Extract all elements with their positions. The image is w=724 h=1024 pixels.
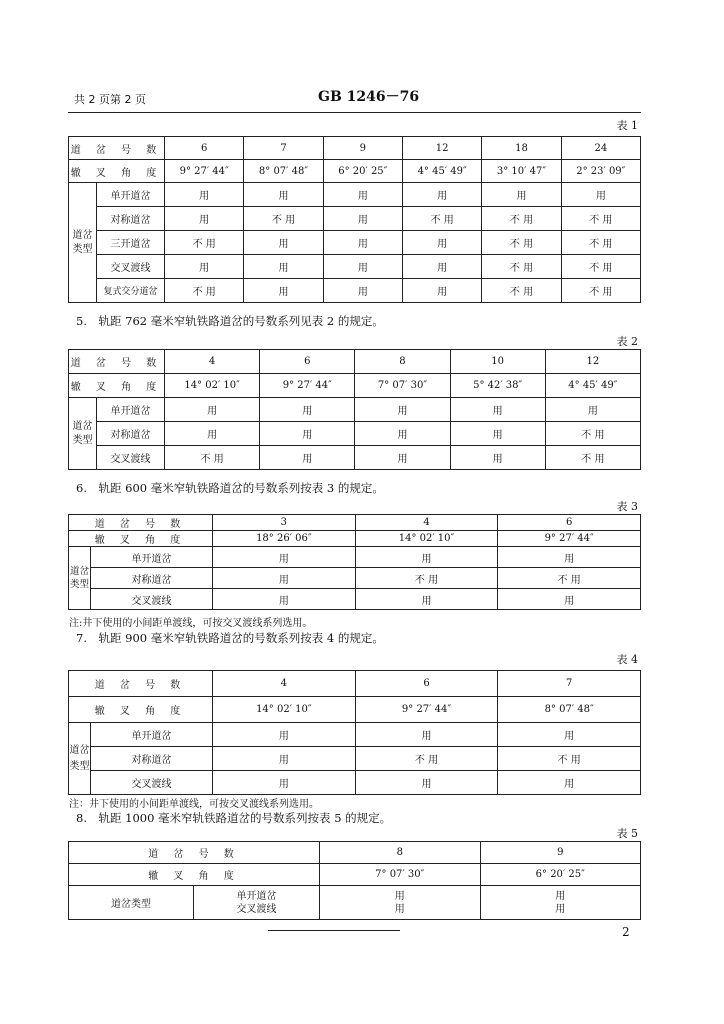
table2-cell: 不 用 — [545, 446, 640, 470]
table2-cell: 用 — [260, 422, 355, 446]
table2-number-label: 道 岔 号 数 — [69, 350, 165, 374]
page-number: 2 — [622, 925, 630, 939]
table3-angle: 14° 02′ 10″ — [355, 531, 498, 547]
table5-number: 8 — [320, 842, 480, 864]
table3-note: 注:井下使用的小间距单渡线，可按交叉渡线系列选用。 — [69, 618, 313, 629]
table5-angle: 6° 20′ 25″ — [480, 864, 641, 886]
table2-label: 表 2 — [616, 335, 638, 348]
table1-cell: 不 用 — [482, 279, 561, 303]
table1-type: 三开道岔 — [97, 231, 165, 255]
table1-angle: 2° 23′ 09″ — [561, 160, 640, 183]
table4-cell: 用 — [213, 723, 356, 747]
table2-cell: 用 — [165, 398, 260, 422]
table2-number: 12 — [545, 350, 640, 374]
table1-cell: 不 用 — [561, 279, 640, 303]
table1-number-label: 道 岔 号 数 — [69, 137, 165, 160]
table2-cell: 用 — [450, 398, 545, 422]
table1-cell: 用 — [244, 279, 323, 303]
table4-category-label: 道岔类型 — [69, 723, 91, 795]
table4-angle: 14° 02′ 10″ — [213, 697, 356, 723]
table2-number: 6 — [260, 350, 355, 374]
table5-type: 交叉渡线 — [236, 903, 277, 915]
paragraph-6: 6. 轨距 600 毫米窄轨铁路道岔的号数系列按表 3 的规定。 — [76, 481, 384, 495]
table1-cell: 不 用 — [482, 231, 561, 255]
table1-cell: 用 — [244, 183, 323, 207]
table4-number: 6 — [355, 671, 498, 697]
table1-cell: 用 — [165, 255, 244, 279]
table1-number: 9 — [323, 137, 402, 160]
table3-angle: 9° 27′ 44″ — [498, 531, 641, 547]
table1-angle: 4° 45′ 49″ — [403, 160, 482, 183]
table2-cell: 用 — [260, 446, 355, 470]
table4-cell: 不 用 — [498, 747, 641, 771]
table1-number: 18 — [482, 137, 561, 160]
table3-label: 表 3 — [616, 500, 638, 513]
table1-cell: 用 — [165, 207, 244, 231]
table1-cell: 用 — [403, 231, 482, 255]
table1-cell: 用 — [323, 255, 402, 279]
table2-cell: 用 — [450, 422, 545, 446]
table4-cell: 用 — [498, 771, 641, 795]
table3-cell: 用 — [355, 589, 498, 610]
table4-type: 单开道岔 — [91, 723, 213, 747]
table1-cell: 用 — [403, 279, 482, 303]
table3-cell: 用 — [213, 568, 356, 589]
table4-cell: 不 用 — [355, 747, 498, 771]
table3-type: 交叉渡线 — [91, 589, 213, 610]
table2 — [68, 349, 641, 470]
table2-category-label: 道岔类型 — [69, 398, 97, 470]
table1-cell: 用 — [323, 183, 402, 207]
table1-cell: 用 — [323, 207, 402, 231]
table4-cell: 用 — [213, 771, 356, 795]
table1-cell: 不 用 — [561, 255, 640, 279]
table1-angle: 3° 10′ 47″ — [482, 160, 561, 183]
table3-type: 对称道岔 — [91, 568, 213, 589]
table4-cell: 用 — [355, 771, 498, 795]
table1-cell: 不 用 — [165, 279, 244, 303]
table3-cell: 用 — [498, 547, 641, 568]
table1-cell: 用 — [323, 279, 402, 303]
table4 — [68, 670, 641, 795]
table1-number: 12 — [403, 137, 482, 160]
table5-type: 单开道岔 — [236, 890, 277, 902]
table2-type: 对称道岔 — [97, 422, 165, 446]
table2-angle: 5° 42′ 38″ — [450, 374, 545, 398]
table2-number: 8 — [355, 350, 450, 374]
table1-angle-label: 辙 叉 角 度 — [69, 160, 165, 183]
table1-cell: 不 用 — [403, 207, 482, 231]
table2-cell: 用 — [165, 422, 260, 446]
table2-angle: 7° 07′ 30″ — [355, 374, 450, 398]
table4-note: 注：井下使用的小间距单渡线，可按交叉渡线系列选用。 — [69, 799, 319, 810]
table4-cell: 用 — [213, 747, 356, 771]
table4-angle: 9° 27′ 44″ — [355, 697, 498, 723]
table2-angle: 4° 45′ 49″ — [545, 374, 640, 398]
table4-number: 4 — [213, 671, 356, 697]
table4-cell: 用 — [355, 723, 498, 747]
table1-angle: 9° 27′ 44″ — [165, 160, 244, 183]
table1-type: 单开道岔 — [97, 183, 165, 207]
table5-cell: 用 — [555, 903, 566, 915]
table4-label: 表 4 — [616, 653, 638, 666]
table2-cell: 用 — [355, 398, 450, 422]
page-count: 共 2 页第 2 页 — [74, 93, 146, 106]
table5-category-label: 道岔类型 — [69, 886, 194, 920]
table5-cell: 用 — [394, 903, 405, 915]
table1-cell: 不 用 — [482, 207, 561, 231]
table3-angle-label: 辙 叉 角 度 — [69, 531, 213, 547]
table5-number: 9 — [480, 842, 641, 864]
table4-type: 对称道岔 — [91, 747, 213, 771]
table3-cell: 用 — [213, 589, 356, 610]
table3-angle: 18° 26′ 06″ — [213, 531, 356, 547]
table1 — [68, 136, 641, 303]
table2-cell: 不 用 — [545, 422, 640, 446]
table2-cell: 用 — [450, 446, 545, 470]
table1-cell: 用 — [244, 255, 323, 279]
table1-label: 表 1 — [616, 119, 638, 132]
table5 — [68, 841, 641, 920]
standard-code: GB 1246－76 — [318, 89, 420, 105]
table1-cell: 不 用 — [561, 207, 640, 231]
table1-category-label: 道岔类型 — [69, 183, 97, 303]
table4-angle-label: 辙 叉 角 度 — [69, 697, 213, 723]
table5-cell: 用 — [555, 890, 566, 902]
table1-cell: 用 — [403, 183, 482, 207]
table1-number: 6 — [165, 137, 244, 160]
table2-cell: 用 — [545, 398, 640, 422]
table1-type: 复式交分道岔 — [97, 279, 165, 303]
table3-type: 单开道岔 — [91, 547, 213, 568]
table4-number: 7 — [498, 671, 641, 697]
table4-cell: 用 — [498, 723, 641, 747]
table1-cell: 用 — [165, 183, 244, 207]
table2-type: 单开道岔 — [97, 398, 165, 422]
table2-cell: 用 — [355, 446, 450, 470]
table3-number: 4 — [355, 515, 498, 531]
table3-number-label: 道 岔 号 数 — [69, 515, 213, 531]
table1-number: 7 — [244, 137, 323, 160]
table4-type: 交叉渡线 — [91, 771, 213, 795]
table3-number: 6 — [498, 515, 641, 531]
table5-angle: 7° 07′ 30″ — [320, 864, 480, 886]
table3-cell: 用 — [355, 547, 498, 568]
table2-angle-label: 辙 叉 角 度 — [69, 374, 165, 398]
table1-cell: 不 用 — [561, 231, 640, 255]
table3-cell: 不 用 — [355, 568, 498, 589]
table1-cell: 用 — [323, 231, 402, 255]
table3-number: 3 — [213, 515, 356, 531]
table4-number-label: 道 岔 号 数 — [69, 671, 213, 697]
table1-type: 对称道岔 — [97, 207, 165, 231]
table1-cell: 用 — [561, 183, 640, 207]
table2-type: 交叉渡线 — [97, 446, 165, 470]
table5-label: 表 5 — [616, 827, 638, 840]
table5-number-label: 道 岔 号 数 — [69, 842, 320, 864]
table2-number: 10 — [450, 350, 545, 374]
table1-angle: 8° 07′ 48″ — [244, 160, 323, 183]
table3-cell: 用 — [498, 589, 641, 610]
footer-rule — [268, 930, 400, 931]
table3-cell: 用 — [213, 547, 356, 568]
table5-cell: 用 — [394, 890, 405, 902]
table2-angle: 14° 02′ 10″ — [165, 374, 260, 398]
table3-category-label: 道岔类型 — [69, 547, 91, 610]
table1-type: 交叉渡线 — [97, 255, 165, 279]
table3 — [68, 514, 641, 610]
table2-cell: 不 用 — [165, 446, 260, 470]
table2-cell: 用 — [260, 398, 355, 422]
table3-cell: 不 用 — [498, 568, 641, 589]
table1-cell: 用 — [244, 231, 323, 255]
table2-number: 4 — [165, 350, 260, 374]
table2-angle: 9° 27′ 44″ — [260, 374, 355, 398]
table1-cell: 用 — [482, 183, 561, 207]
header-rule — [68, 112, 641, 113]
paragraph-8: 8. 轨距 1000 毫米窄轨铁路道岔的号数系列按表 5 的规定。 — [76, 811, 392, 825]
table5-angle-label: 辙 叉 角 度 — [69, 864, 320, 886]
paragraph-7: 7. 轨距 900 毫米窄轨铁路道岔的号数系列按表 4 的规定。 — [76, 631, 384, 645]
table1-cell: 不 用 — [482, 255, 561, 279]
table4-angle: 8° 07′ 48″ — [498, 697, 641, 723]
paragraph-5: 5. 轨距 762 毫米窄轨铁路道岔的号数系列见表 2 的规定。 — [76, 314, 384, 328]
table1-angle: 6° 20′ 25″ — [323, 160, 402, 183]
table1-cell: 用 — [403, 255, 482, 279]
table1-cell: 不 用 — [244, 207, 323, 231]
table1-number: 24 — [561, 137, 640, 160]
table2-cell: 用 — [355, 422, 450, 446]
table1-cell: 不 用 — [165, 231, 244, 255]
